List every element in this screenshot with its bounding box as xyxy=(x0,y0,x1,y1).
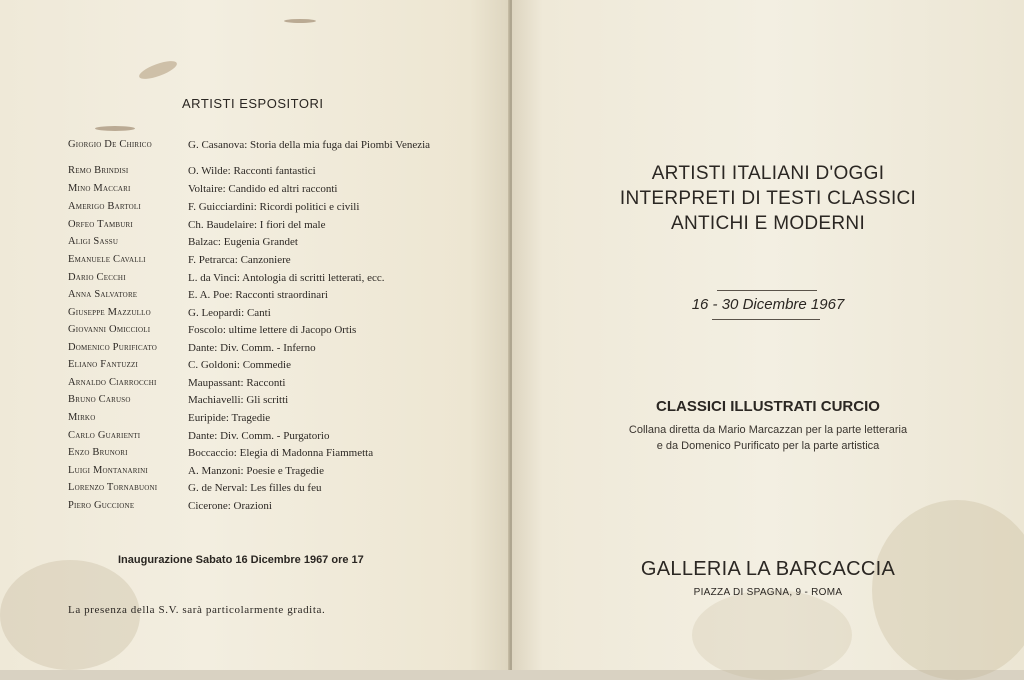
artist-name: Enzo Brunori xyxy=(68,447,128,458)
presence-note: La presenza della S.V. sarà particolarmente gradita. xyxy=(68,604,326,616)
artist-work: F. Petrarca: Canzoniere xyxy=(188,254,291,266)
artist-name: Mirko xyxy=(68,412,96,423)
artist-name: Arnaldo Ciarrocchi xyxy=(68,377,157,388)
artist-name: Orfeo Tamburi xyxy=(68,219,133,230)
ink-stain xyxy=(137,58,179,83)
artist-work: G. de Nerval: Les filles du feu xyxy=(188,482,322,494)
artist-name: Remo Brindisi xyxy=(68,165,129,176)
artist-name: Lorenzo Tornabuoni xyxy=(68,482,158,493)
inauguration-note: Inaugurazione Sabato 16 Dicembre 1967 ore 17 xyxy=(118,554,364,566)
water-stain xyxy=(692,590,852,680)
title-line: ANTICHI E MODERNI xyxy=(670,213,866,234)
artist-work: Balzac: Eugenia Grandet xyxy=(188,236,298,248)
artist-name: Carlo Guarienti xyxy=(68,430,141,441)
title-line: INTERPRETI DI TESTI CLASSICI xyxy=(619,188,917,209)
series-title: CLASSICI ILLUSTRATI CURCIO xyxy=(656,398,880,415)
artist-work: G. Casanova: Storia della mia fuga dai Piombi Venezia xyxy=(188,139,431,151)
artist-work: Foscolo: ultime lettere di Jacopo Ortis xyxy=(188,324,357,336)
artist-work: Ch. Baudelaire: I fiori del male xyxy=(188,219,326,231)
artist-work: E. A. Poe: Racconti straordinari xyxy=(188,289,328,301)
artist-work: F. Guicciardini: Ricordi politici e civili xyxy=(188,201,360,213)
artist-work: C. Goldoni: Commedie xyxy=(188,359,291,371)
date-rule-top xyxy=(717,290,817,291)
artist-name: Luigi Montanarini xyxy=(68,465,148,476)
artist-work: Machiavelli: Gli scritti xyxy=(188,394,289,406)
artist-name: Giovanni Omiccioli xyxy=(68,324,151,335)
title-line: ARTISTI ITALIANI D'OGGI xyxy=(651,163,885,184)
ink-stain xyxy=(284,19,316,23)
artist-work: Euripide: Tragedie xyxy=(188,412,271,424)
ink-stain xyxy=(95,126,135,131)
date-rule-bottom xyxy=(712,319,820,320)
series-credit: e da Domenico Purificato per la parte artistica xyxy=(656,440,880,452)
artist-name: Aligi Sassu xyxy=(68,236,119,247)
artist-work: A. Manzoni: Poesie e Tragedie xyxy=(188,465,324,477)
artist-work: G. Leopardi: Canti xyxy=(188,307,271,319)
left-page xyxy=(0,0,510,670)
gallery-name: GALLERIA LA BARCACCIA xyxy=(640,558,896,580)
artist-name: Mino Maccari xyxy=(68,183,131,194)
artist-name: Anna Salvatore xyxy=(68,289,138,300)
artist-name: Emanuele Cavalli xyxy=(68,254,146,265)
artist-name: Giuseppe Mazzullo xyxy=(68,307,151,318)
artist-name: Domenico Purificato xyxy=(68,342,157,353)
exhibition-dates: 16 - 30 Dicembre 1967 xyxy=(691,296,845,313)
artist-work: Dante: Div. Comm. - Purgatorio xyxy=(188,430,330,442)
artist-name: Amerigo Bartoli xyxy=(68,201,141,212)
artist-name: Giorgio De Chirico xyxy=(68,139,152,150)
artist-work: Dante: Div. Comm. - Inferno xyxy=(188,342,316,354)
artist-name: Piero Guccione xyxy=(68,500,135,511)
artist-name: Bruno Caruso xyxy=(68,394,131,405)
artist-work: Boccaccio: Elegia di Madonna Fiammetta xyxy=(188,447,374,459)
artist-work: Voltaire: Candido ed altri racconti xyxy=(188,183,338,195)
artist-work: Maupassant: Racconti xyxy=(188,377,286,389)
artist-name: Dario Cecchi xyxy=(68,272,126,283)
gallery-address: PIAZZA DI SPAGNA, 9 - ROMA xyxy=(693,587,843,598)
artists-heading: ARTISTI ESPOSITORI xyxy=(182,96,324,111)
artist-work: Cicerone: Orazioni xyxy=(188,500,272,512)
artist-name: Eliano Fantuzzi xyxy=(68,359,138,370)
artist-work: L. da Vinci: Antologia di scritti letterati, ecc. xyxy=(188,272,385,284)
artist-work: O. Wilde: Racconti fantastici xyxy=(188,165,316,177)
series-credit: Collana diretta da Mario Marcazzan per la parte letteraria xyxy=(628,424,908,436)
